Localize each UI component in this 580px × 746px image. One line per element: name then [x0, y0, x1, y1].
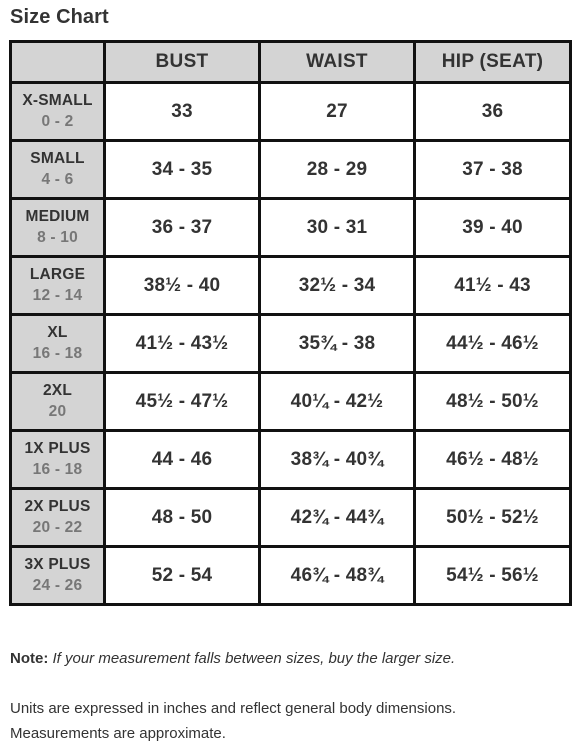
- table-row: [11, 141, 571, 199]
- note-text: If your measurement falls between sizes, buy the larger size.: [52, 650, 456, 667]
- size-range: 0 - 2: [41, 112, 74, 130]
- hip-value: 54½ - 56½: [415, 547, 571, 605]
- size-range: 16 - 18: [32, 344, 83, 362]
- size-name: 1X PLUS: [24, 440, 91, 458]
- size-name: SMALL: [30, 150, 85, 168]
- size-label-cell: [11, 373, 105, 431]
- bust-value: 52 - 54: [105, 547, 260, 605]
- size-range: 8 - 10: [37, 228, 78, 246]
- waist-value: 35¾ - 38: [260, 315, 415, 373]
- size-name: X-SMALL: [22, 92, 93, 110]
- size-range: 16 - 18: [32, 460, 83, 478]
- note-label: Note:: [10, 650, 49, 667]
- hip-value: 39 - 40: [415, 199, 571, 257]
- hip-value: 50½ - 52½: [415, 489, 571, 547]
- note: [10, 650, 455, 667]
- size-label-cell: [11, 431, 105, 489]
- bust-value: 41½ - 43½: [105, 315, 260, 373]
- waist-value: 30 - 31: [260, 199, 415, 257]
- size-name: 2X PLUS: [24, 498, 91, 516]
- table-header-row: [11, 42, 571, 83]
- bust-value: 44 - 46: [105, 431, 260, 489]
- table-row: [11, 257, 571, 315]
- column-header-bust: BUST: [105, 42, 260, 83]
- hip-value: 37 - 38: [415, 141, 571, 199]
- size-label-cell: [11, 141, 105, 199]
- waist-value: 42¾ - 44¾: [260, 489, 415, 547]
- units-line: Units are expressed in inches and reflect general body dimensions.: [10, 700, 457, 717]
- size-range: 24 - 26: [32, 576, 83, 594]
- hip-value: 46½ - 48½: [415, 431, 571, 489]
- approximate-line: Measurements are approximate.: [10, 725, 226, 742]
- table-row: [11, 83, 571, 141]
- size-name: 2XL: [42, 382, 73, 400]
- waist-value: 32½ - 34: [260, 257, 415, 315]
- table-corner-cell: [11, 42, 105, 83]
- bust-value: 34 - 35: [105, 141, 260, 199]
- waist-value: 40¼ - 42½: [260, 373, 415, 431]
- size-name: XL: [47, 324, 68, 342]
- size-range: 20: [48, 402, 67, 420]
- bust-value: 45½ - 47½: [105, 373, 260, 431]
- table-row: [11, 199, 571, 257]
- hip-value: 44½ - 46½: [415, 315, 571, 373]
- hip-value: 36: [415, 83, 571, 141]
- size-range: 20 - 22: [32, 518, 83, 536]
- size-label-cell: [11, 489, 105, 547]
- hip-value: 48½ - 50½: [415, 373, 571, 431]
- bust-value: 38½ - 40: [105, 257, 260, 315]
- size-label-cell: [11, 547, 105, 605]
- column-header-waist: WAIST: [260, 42, 415, 83]
- bust-value: 48 - 50: [105, 489, 260, 547]
- bust-value: 36 - 37: [105, 199, 260, 257]
- size-range: 4 - 6: [41, 170, 74, 188]
- size-label-cell: [11, 199, 105, 257]
- table-row: [11, 315, 571, 373]
- table-row: [11, 431, 571, 489]
- bust-value: 33: [105, 83, 260, 141]
- hip-value: 41½ - 43: [415, 257, 571, 315]
- waist-value: 27: [260, 83, 415, 141]
- size-label-cell: [11, 83, 105, 141]
- table-row: [11, 547, 571, 605]
- column-header-hip: HIP (SEAT): [415, 42, 571, 83]
- size-name: LARGE: [29, 266, 86, 284]
- size-name: MEDIUM: [25, 208, 90, 226]
- page-title: Size Chart: [10, 6, 109, 28]
- table-row: [11, 489, 571, 547]
- size-chart-table: [9, 40, 572, 606]
- waist-value: 38¾ - 40¾: [260, 431, 415, 489]
- size-name: 3X PLUS: [24, 556, 91, 574]
- size-label-cell: [11, 315, 105, 373]
- table-row: [11, 373, 571, 431]
- size-label-cell: [11, 257, 105, 315]
- size-range: 12 - 14: [32, 286, 83, 304]
- waist-value: 46¾ - 48¾: [260, 547, 415, 605]
- waist-value: 28 - 29: [260, 141, 415, 199]
